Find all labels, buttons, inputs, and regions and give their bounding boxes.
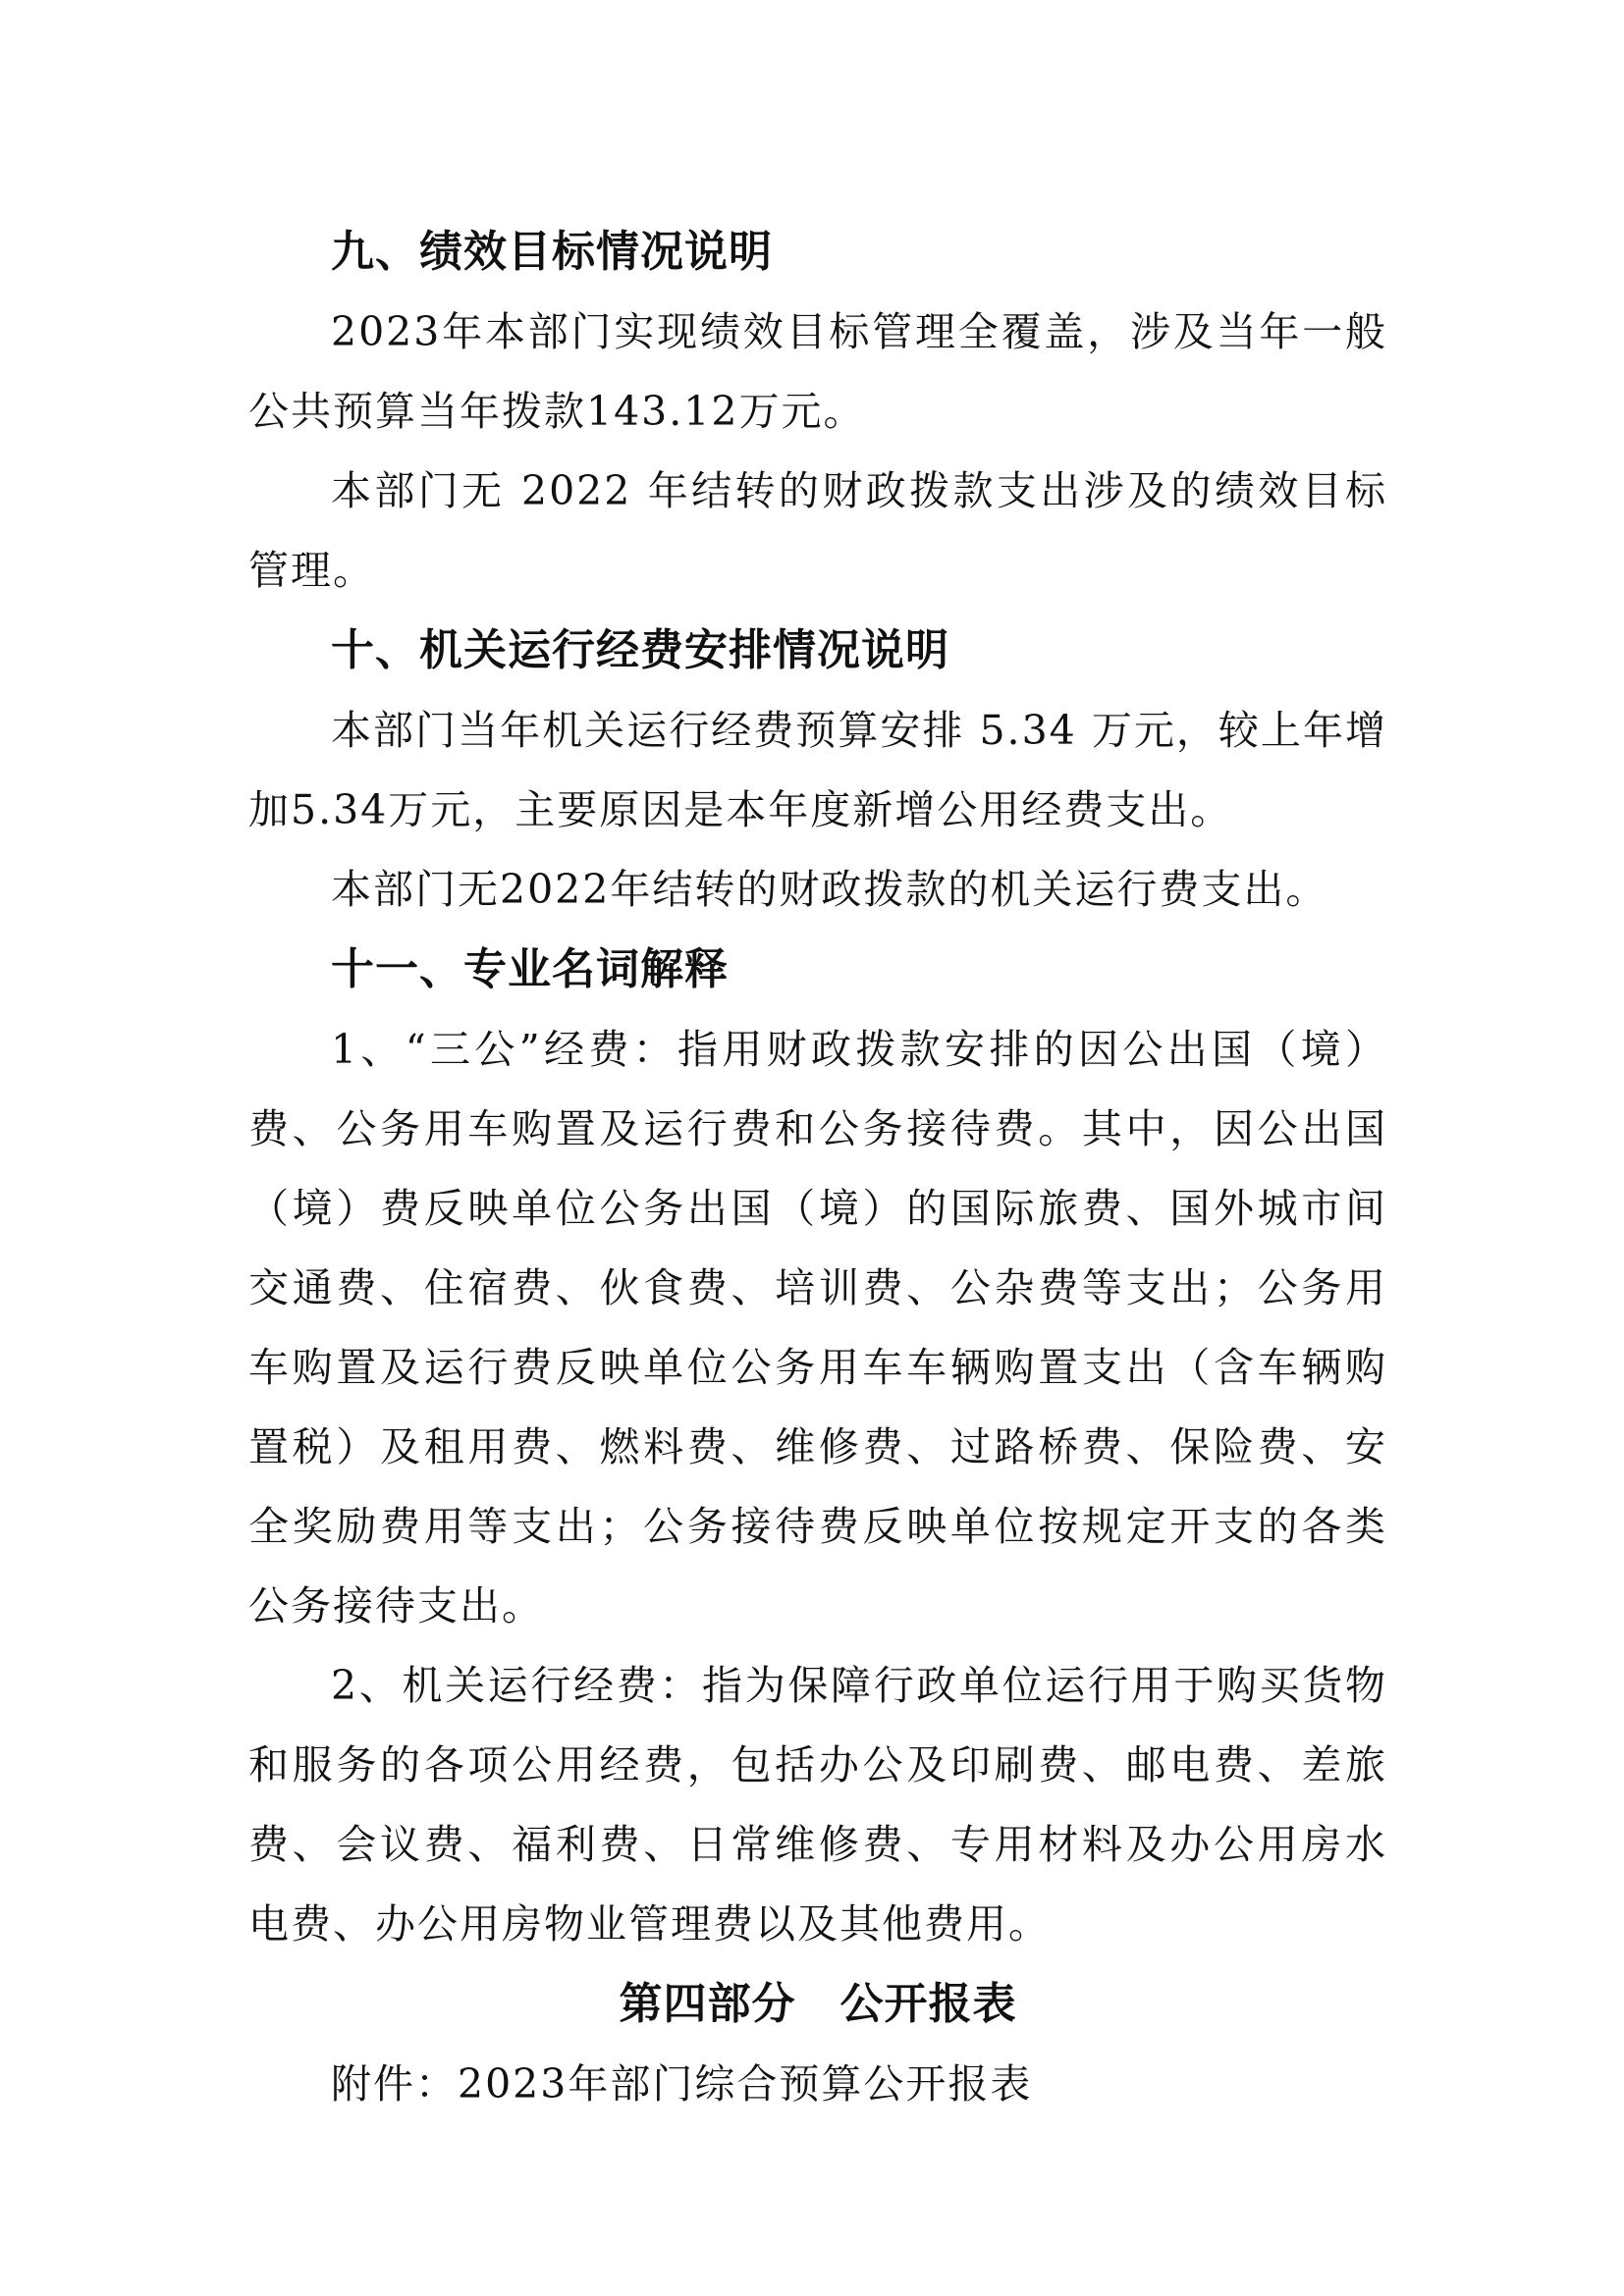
paragraph-agency-operating-expenses: 2、机关运行经费：指为保障行政单位运行用于购买货物和服务的各项公用经费，包括办公及印刷费、邮电费、差旅费、会议费、福利费、日常维修费、专用材料及办公用房水电费、办公用房物业管理费以及其他费用。 <box>248 1662 1387 1948</box>
paragraph-three-public-expenses: 1、“三公”经费：指用财政拨款安排的因公出国（境）费、公务用车购置及运行费和公务接待费。其中，因公出国（境）费反映单位公务出国（境）的国际旅费、国外城市间交通费、住宿费、伙食费、培训费、公杂费等支出；公务用车购置及运行费反映单位公务用车车辆购置支出（含车辆购置税）及租用费、燃料费、维修费、过路桥费、保险费、安全奖励费用等支出；公务接待费反映单位按规定开支的各类公务接待支出。 <box>248 1026 1387 1629</box>
paragraph-performance-coverage: 2023年本部门实现绩效目标管理全覆盖，涉及当年一般公共预算当年拨款143.12万元。 <box>248 308 1387 435</box>
paragraph-operating-budget: 本部门当年机关运行经费预算安排 5.34 万元，较上年增加5.34万元，主要原因是本年度新增公用经费支出。 <box>248 707 1387 833</box>
section-heading-operating-expenses: 十、机关运行经费安排情况说明 <box>331 625 949 675</box>
paragraph-performance-carryover: 本部门无 2022 年结转的财政拨款支出涉及的绩效目标管理。 <box>248 467 1387 594</box>
paragraph-operating-carryover: 本部门无2022年结转的财政拨款的机关运行费支出。 <box>331 866 1328 913</box>
section-heading-performance-goals: 九、绩效目标情况说明 <box>331 227 773 277</box>
document-body <box>248 212 1387 2124</box>
part-four-title: 第四部分 公开报表 <box>619 1979 1017 2029</box>
section-heading-glossary: 十一、专业名词解释 <box>331 944 729 994</box>
attachment-line: 附件：2023年部门综合预算公开报表 <box>331 2060 1033 2108</box>
